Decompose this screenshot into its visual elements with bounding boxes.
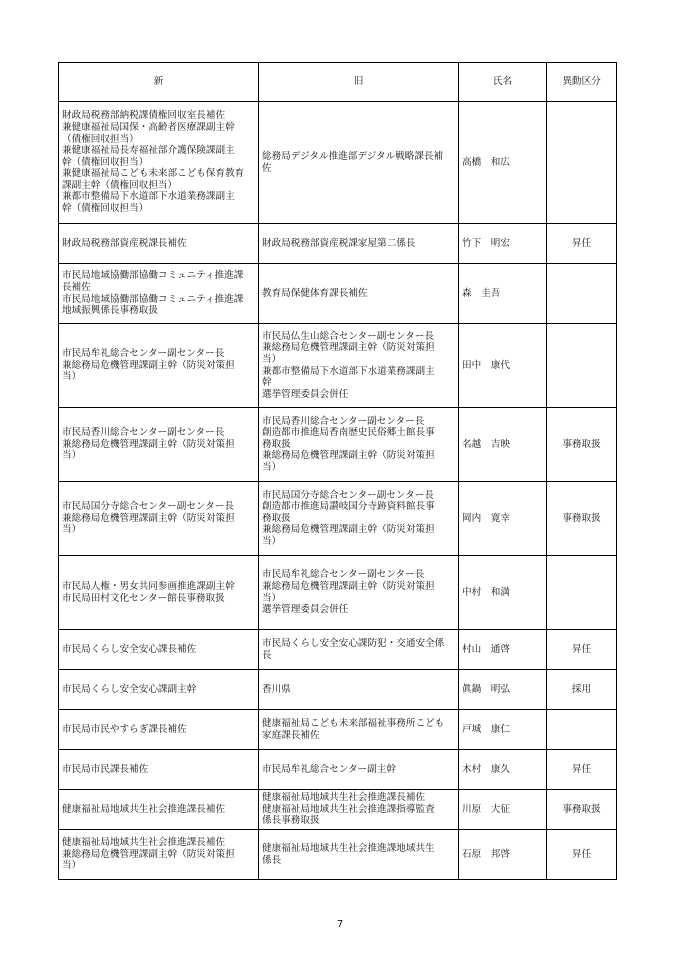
cell-new: 市民局人権・男女共同参画推進課副主幹 市民局田村文化センター館長事務取扱 xyxy=(59,556,259,630)
cell-new: 市民局国分寺総合センター副センター長 兼総務局危機管理課副主幹（防災対策担 当） xyxy=(59,482,259,556)
cell-type xyxy=(547,264,617,324)
cell-name: 田中 康代 xyxy=(459,324,547,408)
cell-old: 市民局香川総合センター副センター長 創造都市推進局香南歴史民俗郷土館長事 務取扱 兼総務局危機管理課副主幹（防災対策担 当） xyxy=(259,408,459,482)
cell-old: 財政局税務部資産税課家屋第二係長 xyxy=(259,224,459,264)
cell-old: 健康福祉局こども未来部福祉事務所こども 家庭課長補佐 xyxy=(259,710,459,750)
table-row xyxy=(59,408,617,482)
cell-old: 市民局国分寺総合センター副センター長 創造都市推進局讃岐国分寺跡資料館長事 務取扱 兼総務局危機管理課副主幹（防災対策担 当） xyxy=(259,482,459,556)
cell-name: 村山 通啓 xyxy=(459,630,547,670)
cell-type xyxy=(547,556,617,630)
cell-name: 名越 吉映 xyxy=(459,408,547,482)
cell-type: 昇任 xyxy=(547,224,617,264)
cell-new: 市民局地域協働部協働コミュニティ推進課 長補佐 市民局地域協働部協働コミュニティ推進課 地域振興係長事務取扱 xyxy=(59,264,259,324)
cell-new: 市民局くらし安全安心課副主幹 xyxy=(59,670,259,710)
cell-type: 事務取扱 xyxy=(547,482,617,556)
cell-type xyxy=(547,324,617,408)
page-number: 7 xyxy=(336,919,344,930)
cell-name: 木村 康久 xyxy=(459,750,547,790)
table-row xyxy=(59,102,617,224)
personnel-change-table xyxy=(58,62,617,880)
table-row xyxy=(59,670,617,710)
table-row xyxy=(59,630,617,670)
cell-new: 市民局市民課長補佐 xyxy=(59,750,259,790)
cell-old: 市民局牟礼総合センター副主幹 xyxy=(259,750,459,790)
cell-name: 高橋 和広 xyxy=(459,102,547,224)
header-type: 異動区分 xyxy=(547,63,617,102)
cell-new: 健康福祉局地域共生社会推進課長補佐 xyxy=(59,790,259,830)
header-row xyxy=(59,63,617,102)
cell-old: 総務局デジタル推進部デジタル戦略課長補 佐 xyxy=(259,102,459,224)
cell-new: 財政局税務部資産税課長補佐 xyxy=(59,224,259,264)
table-row xyxy=(59,556,617,630)
cell-type: 採用 xyxy=(547,670,617,710)
cell-name: 森 圭吾 xyxy=(459,264,547,324)
cell-old: 健康福祉局地域共生社会推進課長補佐 健康福祉局地域共生社会推進課指導監査 係長事務取扱 xyxy=(259,790,459,830)
cell-new: 市民局香川総合センター副センター長 兼総務局危機管理課副主幹（防災対策担 当） xyxy=(59,408,259,482)
cell-type: 昇任 xyxy=(547,830,617,880)
cell-name: 竹下 明宏 xyxy=(459,224,547,264)
cell-name: 中村 和満 xyxy=(459,556,547,630)
table-row xyxy=(59,790,617,830)
cell-old: 市民局くらし安全安心課防犯・交通安全係 長 xyxy=(259,630,459,670)
cell-new: 市民局牟礼総合センター副センター長 兼総務局危機管理課副主幹（防災対策担 当） xyxy=(59,324,259,408)
header-new: 新 xyxy=(59,63,259,102)
cell-new: 市民局市民やすらぎ課長補佐 xyxy=(59,710,259,750)
cell-name: 戸城 康仁 xyxy=(459,710,547,750)
cell-type: 事務取扱 xyxy=(547,790,617,830)
table-row xyxy=(59,750,617,790)
cell-old: 市民局牟礼総合センター副センター長 兼総務局危機管理課副主幹（防災対策担 当） 選挙管理委員会併任 xyxy=(259,556,459,630)
cell-new: 財政局税務部納税課債権回収室長補佐 兼健康福祉局国保・高齢者医療課副主幹 （債権回収担当） 兼健康福祉局長寿福祉部介護保険課副主 幹（債権回収担当） 兼健康福祉局こども未来部こども保育教育 課副主幹（債権回収担当） 兼都市整備局下水道部下水道業務課副主 幹（債権回収担当） xyxy=(59,102,259,224)
cell-type: 昇任 xyxy=(547,750,617,790)
table-row xyxy=(59,482,617,556)
header-name: 氏名 xyxy=(459,63,547,102)
header-old: 旧 xyxy=(259,63,459,102)
cell-old: 市民局仏生山総合センター副センター長 兼総務局危機管理課副主幹（防災対策担 当） 兼都市整備局下水道部下水道業務課副主 幹 選挙管理委員会併任 xyxy=(259,324,459,408)
cell-type xyxy=(547,710,617,750)
cell-type xyxy=(547,102,617,224)
cell-name: 岡内 寛幸 xyxy=(459,482,547,556)
cell-name: 石原 邦啓 xyxy=(459,830,547,880)
cell-old: 健康福祉局地域共生社会推進課地域共生 係長 xyxy=(259,830,459,880)
cell-old: 香川県 xyxy=(259,670,459,710)
table-row xyxy=(59,224,617,264)
table-row xyxy=(59,264,617,324)
table-row xyxy=(59,830,617,880)
cell-type: 事務取扱 xyxy=(547,408,617,482)
table-row xyxy=(59,710,617,750)
cell-type: 昇任 xyxy=(547,630,617,670)
cell-new: 健康福祉局地域共生社会推進課長補佐 兼総務局危機管理課副主幹（防災対策担 当） xyxy=(59,830,259,880)
table-row xyxy=(59,324,617,408)
cell-name: 眞鍋 明弘 xyxy=(459,670,547,710)
cell-name: 川原 大征 xyxy=(459,790,547,830)
cell-new: 市民局くらし安全安心課長補佐 xyxy=(59,630,259,670)
cell-old: 教育局保健体育課長補佐 xyxy=(259,264,459,324)
